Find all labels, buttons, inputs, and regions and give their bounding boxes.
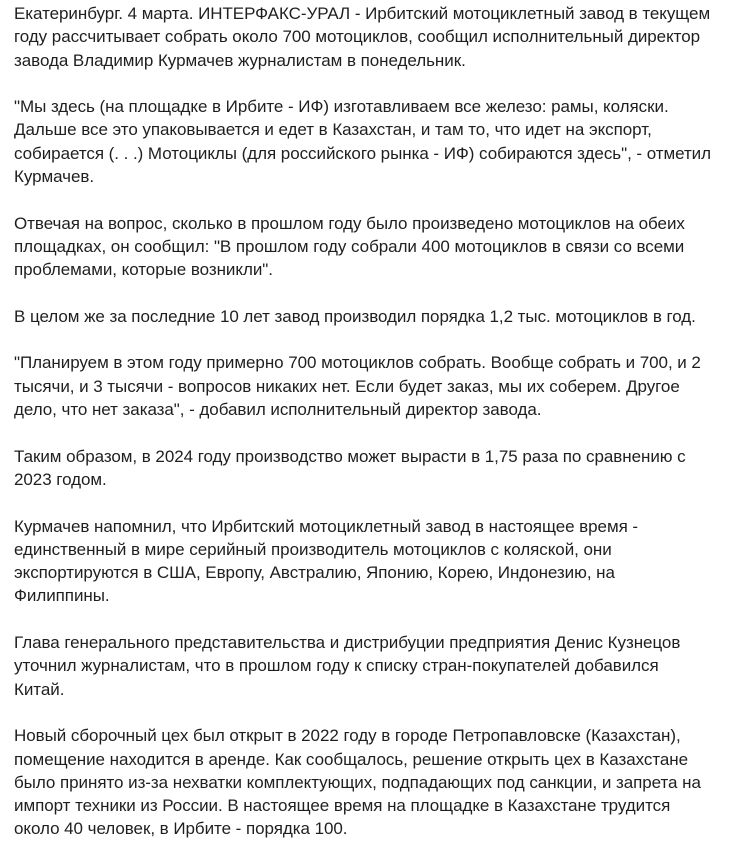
article-paragraph-decade-average: В целом же за последние 10 лет завод производил порядка 1,2 тыс. мотоциклов в год. bbox=[14, 306, 696, 326]
article-paragraph-quote-production: "Мы здесь (на площадке в Ирбите - ИФ) изготавливаем все железо: рамы, коляски. Дальше все это упаковывается и едет в Казахстан, и там то, что идет на экспорт, собирается (. . .) Мотоциклы (для российского рынка - ИФ) собираются здесь", - отметил Курмачев. bbox=[14, 97, 712, 187]
article-paragraph-export: Курмачев напомнил, что Ирбитский мотоциклетный завод в настоящее время - единственный в мире серийный производитель мотоциклов с коляской, они экспортируются в США, Европу, Австралию, Японию, Корею, Индонезию, на Филиппины. bbox=[14, 516, 639, 606]
article-paragraph-lead: Екатеринбург. 4 марта. ИНТЕРФАКС-УРАЛ - Ирбитский мотоциклетный завод в текущем году рассчитывает собрать около 700 мотоциклов, сообщил исполнительный директор завода Владимир Курмачев журналистам в понедельник. bbox=[14, 4, 711, 70]
article-paragraph-china: Глава генерального представительства и дистрибуции предприятия Денис Кузнецов уточнил журналистам, что в прошлом году к списку стран-покупателей добавился Китай. bbox=[14, 633, 681, 699]
article-paragraph-last-year: Отвечая на вопрос, сколько в прошлом году было произведено мотоциклов на обеих площадках, он сообщил: "В прошлом году собрали 400 мотоциклов в связи со всеми проблемами, которые возникли". bbox=[14, 213, 685, 280]
article-paragraph-quote-plans: "Планируем в этом году примерно 700 мотоциклов собрать. Вообще собрать и 700, и 2 тысячи, и 3 тысячи - вопросов никаких нет. Если будет заказ, мы их соберем. Другое дело, что нет заказа", - добавил исполнительный директор завода. bbox=[14, 353, 701, 420]
article-paragraph-kazakhstan-plant: Новый сборочный цех был открыт в 2022 году в городе Петропавловске (Казахстан), помещение находится в аренде. Как сообщалось, решение открыть цех в Казахстане было принято из-за нехватки комплектующих, подпадающих под санкции, и запрета на импорт техники из России. В настоящее время на площадке в Казахстане трудится около 40 человек, в Ирбите - порядка 100. bbox=[14, 726, 701, 839]
article-paragraph-growth: Таким образом, в 2024 году производство может вырасти в 1,75 раза по сравнению с 2023 годом. bbox=[14, 446, 686, 489]
